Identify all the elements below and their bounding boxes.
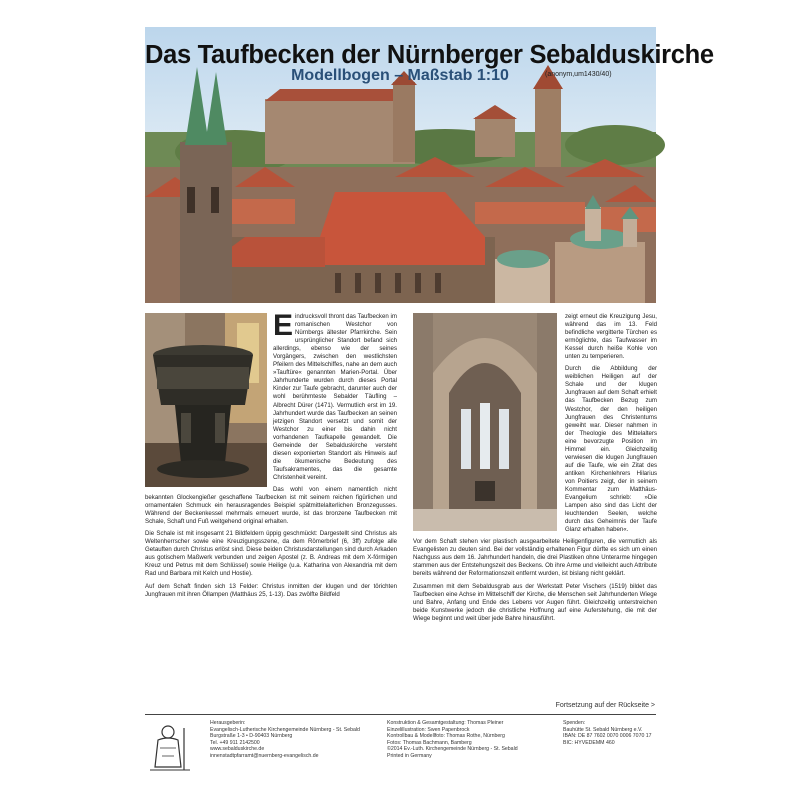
donation-line: Spenden:: [563, 720, 586, 726]
credit-line: Konstruktion & Gesamtgestaltung: Thomas Pleiner: [387, 720, 504, 726]
font-photo: [145, 313, 267, 487]
right-paragraph-4: Zusammen mit dem Sebaldusgrab aus der Werkstatt Peter Vischers (1519) bildet das Taufbecken eine Achse im Mittelschiff der Kirche, die Menschen seit Jahrhunderten Wiege und Bahre, Anfang und Ende des Lebens vor Augen führt. Gleichzeitig unterstreichen beide Kunstwerke jedoch die christliche Hoffnung auf eine Auferstehung, die mit der Wiege beginnt und weit über jede Bahre hinausführt.: [413, 582, 657, 622]
donation-line: BIC: HYVEDEMM 460: [563, 739, 615, 746]
hero-image: [145, 27, 714, 303]
credit-line: ©2014 Ev.-Luth. Kirchengemeinde Nürnberg - St. Sebald: [387, 746, 518, 753]
attribution: (anonym,um1430/40): [545, 71, 612, 78]
publisher-info: [210, 720, 360, 760]
right-column: [413, 313, 657, 623]
donation-info: [563, 720, 652, 746]
credit-line: Fotos: Thomas Bachmann, Bamberg: [387, 739, 472, 746]
donation-line: IBAN: DE 87 7602 0070 0006 7070 17: [563, 733, 652, 740]
paragraph-2: Das wohl von einem namentlich nicht bekannten Glockengießer geschaffene Taufbecken ist mit seinem reichen figürlichen und ornamentalen Schmuck ein herausragendes Beispiel spätmittelalterlichen Bronzegusses. Während der Beckenkessel mehrmals erneuert wurde, ist das bronzene Taufbecken mit Schale, Schaft und Fuß weitgehend original erhalten.: [145, 485, 397, 526]
intro-paragraph: indrucksvoll thront das Taufbecken im romanischen Westchor von Nürnbergs ältester Pfarrkirche. Sein ursprünglicher Standort befand sich allerdings, ebenso wie der seines Vorgängers, zwischen den westlichsten Pfeilern des Mittelschiffes, nahe an dem auch »Tauftüre« genannten Marien-Portal. Über Jahrhunderte wurden durch dieses Portal Kinder zur Taufe gebracht, darunter auch der wohl berühmteste Sebalder Täufling – Albrecht Dürer (1471). Vermutlich erst im 19. Jahrhundert wurde das Taufbecken an seinen jetzigen Standort versetzt und somit der Westchor zu einer bis dahin nicht vorhandenen Taufkapelle gewandelt. Die Gemeinde der Sebalduskirche versteht diesen exponierten Standort als Hinweis auf die ökumenische Bedeutung des Taufsakramentes, das die gesamte Christenheit vereint.: [273, 313, 397, 481]
publisher-line: Herausgeberin:: [210, 720, 246, 726]
paragraph-3: Die Schale ist mit insgesamt 21 Bildfeldern üppig geschmückt: Dargestellt sind Christus als Weltenherrscher sowie eine Kreuzigungsszene, da dem Römerbrief (6, 3ff) zufolge alle Getauften durch Christus erlöst sind. Diese beiden Christusdarstellungen sind durch Arkaden aus gotischem Maßwerk verbunden und zeigen Apostel (z. B. Andreas mit dem X-förmigen Kreuz und Petrus mit dem Schlüssel) sowie Heilige (u.a. Katharina von Alexandria mit dem Rad und Barbara mit Kelch und Hostie).: [145, 530, 397, 578]
church-interior-image: [413, 313, 557, 531]
credit-line: Kontrollbau & Modellfoto: Thomas Rothe, Nürnberg: [387, 733, 505, 740]
publisher-line: Tel. +49 911 2142500: [210, 739, 260, 746]
publisher-line: Burgstraße 1-3 • D-90403 Nürnberg: [210, 733, 293, 740]
website-link[interactable]: www.sebalduskirche.de: [210, 746, 265, 753]
paragraph-4: Auf dem Schaft finden sich 13 Felder: Christus inmitten der klugen und der törichten Jungfrauen mit ihren Öllampen (Matthäus 25, 1-13). Das zwölfte Bildfeld: [145, 582, 397, 598]
saint-logo: [148, 722, 192, 774]
interior-photo: [413, 313, 557, 531]
page-subtitle: Modellbogen – Maßstab 1:10: [291, 67, 509, 84]
right-paragraph-3: Vor dem Schaft stehen vier plastisch ausgearbeitete Heiligenfiguren, die vermutlich als Evangelisten zu deuten sind. Bei der vollständig erhaltenen Figur dürfte es sich um einen Nachguss aus dem 16. Jahrhundert handeln, die drei Plastiken ohne Unterarme hingegen stammen aus der Entstehungszeit des Beckens. Ob ihre Arme und vielleicht auch Attribute bereits während der Reformationszeit entfernt wurden, ist bislang nicht geklärt.: [413, 538, 657, 578]
right-paragraph-1: zeigt erneut die Kreuzigung Jesu, während das im 13. Feld befindliche vergitterte Türchen es ermöglichte, das Taufwasser im Kessel durch heiße Kohle von unten zu temperieren.: [565, 313, 657, 361]
page-title: Das Taufbecken der Nürnberger Sebalduskirche: [145, 41, 714, 69]
left-column: [145, 309, 397, 599]
credit-line: Printed in Germany: [387, 752, 432, 759]
drop-cap: E: [273, 309, 294, 342]
footer-divider: [145, 714, 656, 715]
credits-info: [387, 720, 518, 760]
publisher-line: Evangelisch-Lutherische Kirchengemeinde Nürnberg - St. Sebald: [210, 726, 360, 733]
email-link[interactable]: innenstadtpfarramt@nuernberg-evangelisch.de: [210, 752, 319, 759]
donation-line: Bauhütte St. Sebald Nürnberg e.V.: [563, 726, 643, 733]
right-paragraph-2: Durch die Abbildung der weiblichen Heiligen auf der Schale und der klugen Jungfrauen auf dem Schaft erhielt das Taufbecken Bezug zum Westchor, der den heiligen Jungfrauen des Christentums geweiht war. Dieser nahmen in der Theologie des Mittelalters eine bevorzugte Position im Himmel ein. Gleichzeitig verwiesen die klugen Jungfrauen auf die Taufe, wie ein Zitat des antiken Kirchenlehrers Hilarius von Poitiers zeigt, der in seinem Kommentar zum Matthäus-Evangelium schrieb: »Die Lampen also sind das Licht der leuchtenden Seelen, welche durch das Geheimnis der Taufe Glanz erhalten haben«.: [565, 365, 657, 534]
baptismal-font-image: [145, 313, 267, 487]
credit-line: Einzelillustration: Swen Papenbrock: [387, 726, 470, 733]
continuation-note: Fortsetzung auf der Rückseite >: [555, 702, 655, 709]
